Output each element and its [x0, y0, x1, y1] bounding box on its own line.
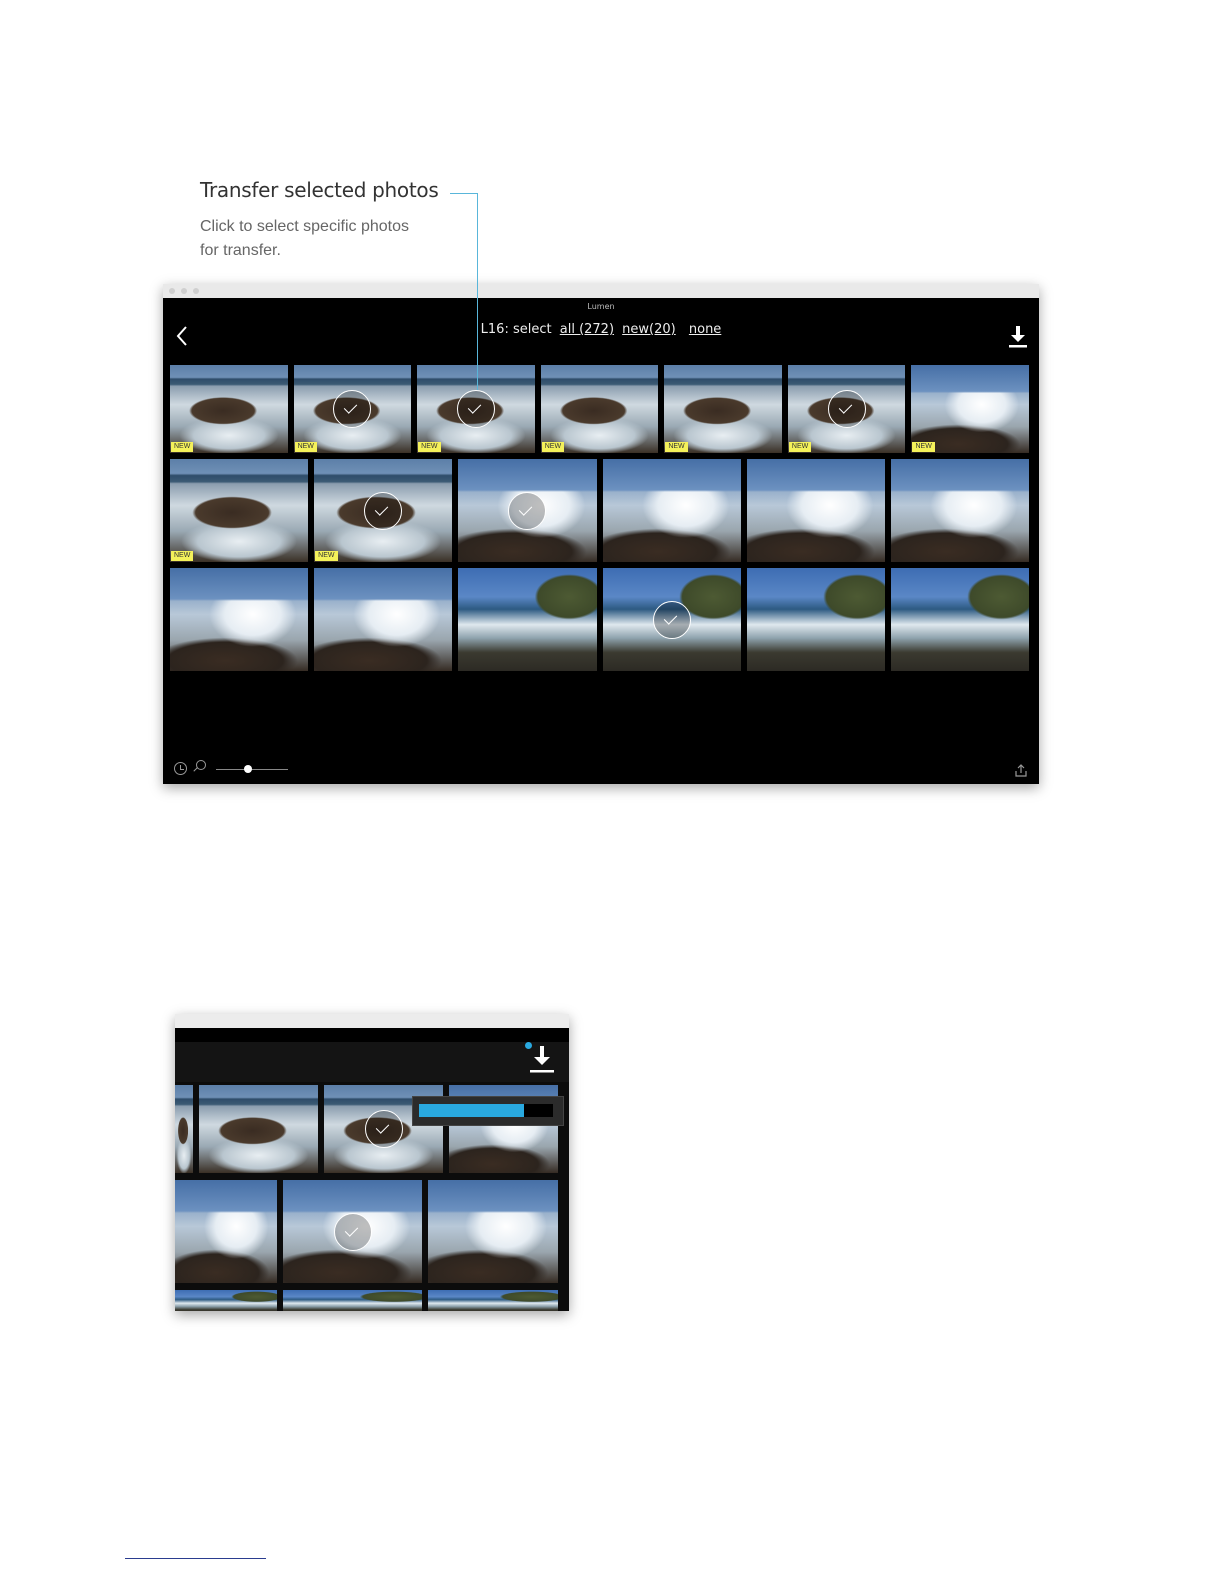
new-badge: NEW — [418, 442, 440, 452]
photo-tile[interactable] — [175, 1085, 193, 1173]
photo-tile[interactable] — [199, 1085, 318, 1173]
photo-tile[interactable] — [294, 365, 412, 453]
selected-check-icon — [364, 492, 402, 530]
window-titlebar — [175, 1014, 569, 1028]
transfer-progress-bar — [419, 1104, 553, 1117]
window-titlebar — [163, 284, 1039, 298]
photo-tile[interactable] — [603, 459, 741, 562]
new-badge: NEW — [912, 442, 934, 452]
zoom-slider[interactable] — [216, 769, 288, 770]
share-icon — [1015, 763, 1027, 777]
selection-bar — [163, 322, 1039, 337]
app-window — [163, 284, 1039, 784]
new-badge: NEW — [315, 551, 337, 561]
photo-tile[interactable] — [891, 568, 1029, 671]
select-all-link[interactable]: all (272) — [559, 322, 615, 337]
photo-tile[interactable] — [911, 365, 1029, 453]
zoom-slider-handle[interactable] — [244, 765, 252, 773]
download-button[interactable] — [1007, 324, 1029, 348]
photo-row — [170, 568, 1029, 671]
new-badge: NEW — [171, 551, 193, 561]
photo-tile[interactable] — [283, 1180, 422, 1283]
photo-tile[interactable] — [747, 568, 885, 671]
photo-tile[interactable] — [175, 1290, 277, 1311]
new-badge: NEW — [789, 442, 811, 452]
transfer-progress-popover — [412, 1096, 564, 1126]
window-toolbar — [175, 1042, 569, 1082]
photo-tile[interactable] — [314, 568, 452, 671]
callout-title: Transfer selected photos — [200, 178, 439, 202]
selection-bar-prefix: L16: select — [480, 322, 552, 337]
photo-tile[interactable] — [541, 365, 659, 453]
new-badge: NEW — [171, 442, 193, 452]
photo-tile[interactable] — [891, 459, 1029, 562]
photo-tile[interactable] — [747, 459, 885, 562]
photo-tile[interactable] — [428, 1180, 558, 1283]
photo-tile[interactable] — [170, 568, 308, 671]
footer-link-underline — [125, 1558, 266, 1559]
new-badge: NEW — [665, 442, 687, 452]
zoom-window-button[interactable] — [193, 288, 199, 294]
window-header — [175, 1028, 569, 1042]
photo-tile[interactable] — [417, 365, 535, 453]
photo-tile[interactable] — [175, 1180, 277, 1283]
selected-check-icon — [653, 601, 691, 639]
select-none-link[interactable]: none — [688, 322, 722, 337]
photo-tile[interactable] — [170, 365, 288, 453]
photo-tile[interactable] — [664, 365, 782, 453]
clock-icon[interactable] — [174, 762, 187, 775]
photo-tile[interactable] — [458, 568, 596, 671]
photo-row — [170, 459, 1029, 562]
download-icon — [529, 1044, 555, 1074]
selected-check-icon — [334, 1213, 372, 1251]
selected-check-icon — [828, 390, 866, 428]
app-title: Lumen — [587, 302, 615, 311]
new-badge: NEW — [542, 442, 564, 452]
callout-leader-line — [450, 193, 478, 194]
transfer-progress-fill — [419, 1104, 524, 1117]
photo-tile[interactable] — [458, 459, 596, 562]
photo-grid — [170, 365, 1029, 671]
share-button[interactable] — [1015, 762, 1027, 776]
magnifier-icon — [196, 760, 206, 770]
selected-check-icon — [365, 1110, 403, 1148]
download-icon — [1007, 324, 1029, 348]
photo-tile[interactable] — [314, 459, 452, 562]
callout-leader-line-vertical — [477, 193, 478, 390]
transfer-detail-window — [175, 1014, 569, 1311]
photo-tile[interactable] — [283, 1290, 422, 1311]
selected-check-icon — [457, 390, 495, 428]
photo-tile[interactable] — [603, 568, 741, 671]
photo-tile[interactable] — [170, 459, 308, 562]
close-window-button[interactable] — [169, 288, 175, 294]
minimize-window-button[interactable] — [181, 288, 187, 294]
download-button[interactable] — [529, 1044, 555, 1074]
new-badge: NEW — [295, 442, 317, 452]
callout-description: Click to select specific photos for transfer. — [200, 218, 409, 259]
selected-check-icon — [508, 492, 546, 530]
photo-tile[interactable] — [428, 1290, 558, 1311]
selected-check-icon — [333, 390, 371, 428]
photo-tile[interactable] — [788, 365, 906, 453]
select-new-link[interactable]: new(20) — [622, 322, 676, 337]
photo-row — [170, 365, 1029, 453]
bottom-toolbar — [163, 754, 1039, 784]
